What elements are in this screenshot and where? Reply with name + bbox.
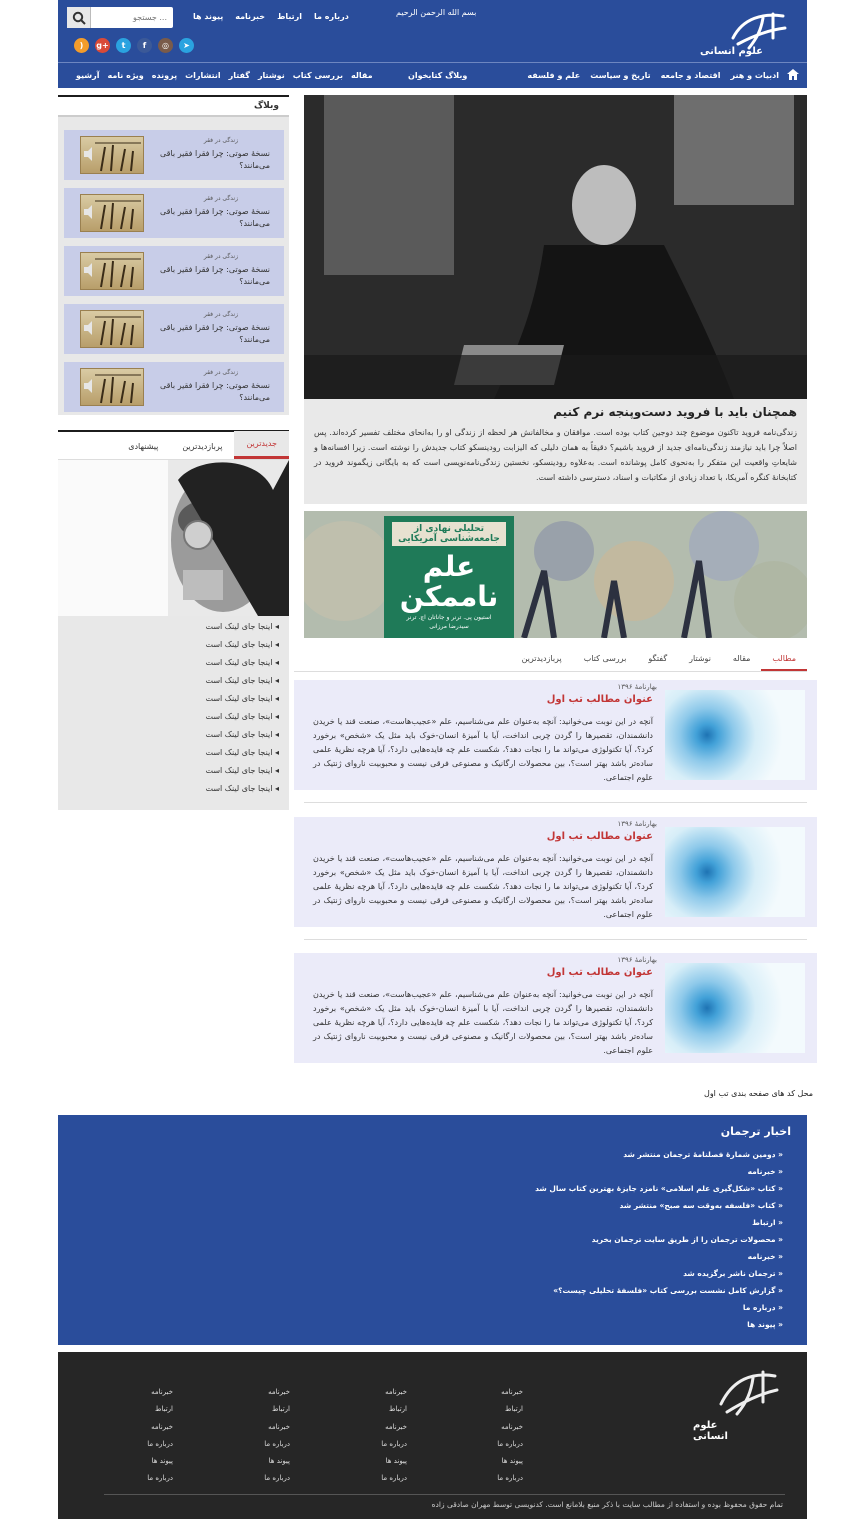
news-item[interactable]: « محصولات ترجمان را از طریق سایت ترجمان بخرید	[591, 1235, 783, 1244]
news-item[interactable]: « دومین شمارهٔ فصلنامهٔ ترجمان منتشر شد	[623, 1150, 783, 1159]
news-item[interactable]: « کتاب «فلسفه به‌وقت سه صبح» منتشر شد	[619, 1201, 783, 1210]
footer-link[interactable]: ارتباط	[272, 1405, 290, 1414]
footer-divider	[104, 1494, 785, 1495]
nav-item[interactable]: انتشارات	[185, 71, 221, 80]
footer-link[interactable]: خبرنامه	[501, 1388, 523, 1396]
nav-right-group	[527, 71, 779, 80]
weblog-card-title[interactable]: نسخهٔ صوتی: چرا فقرا فقیر باقی می‌مانند؟	[160, 207, 270, 228]
side-link-text[interactable]: اینجا جای لینک است	[205, 730, 273, 739]
main-nav	[58, 63, 807, 88]
nav-item[interactable]: مقاله	[351, 71, 373, 80]
side-link-item[interactable]: ◂ اینجا جای لینک است	[205, 730, 279, 739]
nav-left-group	[76, 71, 373, 80]
featured-summary: زندگی‌نامه فروید تاکنون موضوع چند دوجین کتاب بوده است. موافقان و مخالفانش هر لحظه از زندگی او را به‌انحای مختلف تفسیر کرده‌اند. پس اصلاً چرا باید نیازمند زندگی‌نامه‌ای جدید از فروید باشیم؟ دقیقاً به همان دلیلی که الیزابت رودینسکو کتاب جدیدش را نوشته است. زیرا افسانه‌ها و شایعاتِ واقعیت این متفکر را به‌نحوی کامل پوشانده است. به‌علاوه رودینسکو، نخستین زندگی‌نامه‌نویسی است که به بایگانی زیگموند فروید در کتابخانهٔ کنگره آمریکا، با تعداد زیادی از مکاتبات و اسناد، دسترسی داشته است.	[314, 428, 797, 482]
side-featured-photo[interactable]	[58, 460, 289, 616]
footer-column	[264, 1384, 290, 1488]
side-link-item[interactable]: ◂ اینجا جای لینک است	[205, 784, 279, 793]
footer-link[interactable]: درباره ما	[147, 1439, 173, 1448]
side-link-item[interactable]: ◂ اینجا جای لینک است	[205, 676, 279, 685]
weblog-card[interactable]	[64, 362, 284, 412]
side-link-text[interactable]: اینجا جای لینک است	[205, 622, 273, 631]
footer-column	[147, 1384, 173, 1488]
news-item-text[interactable]: گزارش کامل نشست بررسی کتاب «فلسفهٔ تحلیلی چیست؟»	[553, 1286, 776, 1295]
side-tabs-widget	[58, 430, 289, 810]
news-item-text[interactable]: ارتباط	[752, 1218, 776, 1227]
search-input[interactable]	[91, 7, 171, 28]
pagination-placeholder: محل کد های صفحه بندی تب اول	[704, 1089, 814, 1098]
article-card[interactable]	[294, 680, 817, 790]
side-tabs	[58, 432, 289, 460]
weblog-card-category: زندگی در فقر	[203, 311, 238, 318]
weblog-title: وبلاگ	[58, 97, 289, 117]
news-item[interactable]: « کتاب «شکل‌گیری علم اسلامی» نامزد جایزهٔ بهترین کتاب سال شد	[535, 1184, 783, 1193]
article-title[interactable]: عنوان مطالب تب اول	[546, 967, 653, 978]
footer-column	[497, 1384, 523, 1488]
weblog-card-category: زندگی در فقر	[203, 195, 238, 202]
article-summary: آنچه در این نوبت می‌خوانید: آنچه به‌عنوان علم می‌شناسیم، علم «عجیب‌هاست»، صنعت قند یا خریدن دانشمندان، تقصیرها را گردن چربی انداخت، آیا با آمیزهٔ انسان-خوک باید مثل یک «شخص» برخورد کرد؟، آیا تکنولوژی می‌تواند ما را نجات دهد؟، شکست علم چه فایده‌هایی دارد؟، آیا هرچه نظریهٔ علمی ساده‌تر باشد بهتر است؟، بین محصولات ارگانیک و مصنوعی فرقی نیست و محبوبیت ناروای ژنتیک در علوم اجتماعی.	[313, 854, 653, 919]
telegram-icon[interactable]: ➤	[179, 38, 194, 53]
footer-link[interactable]: پیوند ها	[385, 1457, 407, 1466]
audio-speaker-icon	[81, 311, 145, 349]
side-link-item[interactable]: ◂ اینجا جای لینک است	[205, 712, 279, 721]
news-item[interactable]: « ترجمان ناشر برگزیده شد	[683, 1269, 783, 1278]
footer-link[interactable]: ارتباط	[389, 1405, 407, 1414]
side-link-text[interactable]: اینجا جای لینک است	[205, 784, 273, 793]
side-link-item[interactable]: ◂ اینجا جای لینک است	[205, 694, 279, 703]
site-footer	[58, 1352, 807, 1519]
side-tab-2[interactable]: پربازدیدترین	[182, 442, 223, 451]
footer-column	[381, 1384, 407, 1488]
rss-icon[interactable]: )	[74, 38, 89, 53]
footer-link[interactable]: پیوند ها	[501, 1457, 523, 1466]
news-item-text[interactable]: خبرنامه	[747, 1252, 776, 1261]
footer-link[interactable]: درباره ما	[147, 1474, 173, 1483]
content-tabs	[294, 648, 807, 672]
book-cover	[384, 516, 514, 638]
top-link[interactable]: ارتباط	[277, 12, 303, 21]
tab-3[interactable]: نوشتار	[689, 654, 711, 663]
news-item-text[interactable]: دومین شمارهٔ فصلنامهٔ ترجمان منتشر شد	[623, 1150, 776, 1159]
side-link-text[interactable]: اینجا جای لینک است	[205, 640, 273, 649]
article-separator	[304, 939, 807, 940]
tab-6[interactable]: پربازدیدترین	[521, 654, 562, 663]
footer-link[interactable]: درباره ما	[497, 1474, 523, 1483]
weblog-card-image	[80, 136, 144, 174]
side-link-item[interactable]: ◂ اینجا جای لینک است	[205, 658, 279, 667]
weblog-card-title[interactable]: نسخهٔ صوتی: چرا فقرا فقیر باقی می‌مانند؟	[160, 149, 270, 170]
footer-link[interactable]: خبرنامه	[151, 1388, 173, 1396]
instagram-icon[interactable]: ◎	[158, 38, 173, 53]
article-date: بهارنامهٔ ۱۳۹۶	[617, 820, 657, 828]
article-date: بهارنامهٔ ۱۳۹۶	[617, 956, 657, 964]
home-icon[interactable]	[785, 69, 799, 82]
book-translator: سیدرضا مرزانی	[429, 623, 469, 630]
article-title[interactable]: عنوان مطالب تب اول	[546, 694, 653, 705]
nav-item[interactable]: ویژه نامه	[107, 71, 144, 80]
weblog-card-image	[80, 368, 144, 406]
nav-item[interactable]: گفتار	[228, 71, 250, 80]
weblog-card-image	[80, 310, 144, 348]
side-link-item[interactable]: ◂ اینجا جای لینک است	[205, 748, 279, 757]
side-link-text[interactable]: اینجا جای لینک است	[205, 766, 273, 775]
footer-link[interactable]: خبرنامه	[385, 1422, 407, 1431]
news-item[interactable]: « پیوند ها	[747, 1320, 783, 1329]
book-title-line2: ناممکن	[399, 580, 499, 613]
side-link-text[interactable]: اینجا جای لینک است	[205, 712, 273, 721]
audio-speaker-icon	[81, 369, 145, 407]
logo-subtitle: علوم انسانی	[700, 46, 763, 57]
weblog-card-category: زندگی در فقر	[203, 369, 238, 376]
footer-link[interactable]: خبرنامه	[268, 1422, 290, 1431]
side-link-text[interactable]: اینجا جای لینک است	[205, 748, 273, 757]
book-authors: استیون پی. ترنر و جاناتان اچ. ترنر	[406, 614, 492, 621]
tab-1[interactable]: مطالب	[761, 648, 807, 671]
footer-link[interactable]: پیوند ها	[151, 1457, 173, 1466]
weblog-card-title[interactable]: نسخهٔ صوتی: چرا فقرا فقیر باقی می‌مانند؟	[160, 323, 270, 344]
footer-link[interactable]: خبرنامه	[268, 1388, 290, 1396]
featured-title[interactable]: همچنان باید با فروید دست‌وپنجه نرم کنیم	[553, 405, 797, 419]
news-list	[58, 1138, 807, 1337]
article-card[interactable]	[294, 817, 817, 927]
footer-link[interactable]: ارتباط	[155, 1405, 173, 1414]
banner-painting	[304, 511, 807, 638]
footer-link[interactable]: درباره ما	[497, 1439, 523, 1448]
bismillah: بسم الله الرحمن الرحیم	[396, 8, 477, 17]
weblog-card[interactable]	[64, 130, 284, 180]
featured-photo-art	[304, 95, 807, 399]
article-separator	[304, 802, 807, 803]
news-item-text[interactable]: خبرنامه	[747, 1167, 776, 1176]
side-link-item[interactable]: ◂ اینجا جای لینک است	[205, 766, 279, 775]
site-logo[interactable]	[683, 8, 793, 60]
footer-link[interactable]: درباره ما	[264, 1439, 290, 1448]
news-item-text[interactable]: کتاب «فلسفه به‌وقت سه صبح» منتشر شد	[619, 1201, 776, 1210]
news-item[interactable]: « گزارش کامل نشست بررسی کتاب «فلسفهٔ تحلیلی چیست؟»	[553, 1286, 783, 1295]
footer-link[interactable]: خبرنامه	[151, 1422, 173, 1431]
nav-item[interactable]: نوشتار	[257, 71, 285, 80]
weblog-card[interactable]	[64, 304, 284, 354]
top-link[interactable]: پیوند ها	[193, 12, 224, 21]
article-thumbnail[interactable]	[665, 690, 805, 780]
footer-link[interactable]: خبرنامه	[501, 1422, 523, 1431]
news-item-text[interactable]: کتاب «شکل‌گیری علم اسلامی» نامزد جایزهٔ بهترین کتاب سال شد	[535, 1184, 776, 1193]
search-icon	[72, 11, 86, 25]
article-summary: آنچه در این نوبت می‌خوانید: آنچه به‌عنوان علم می‌شناسیم، علم «عجیب‌هاست»، صنعت قند یا خریدن دانشمندان، تقصیرها را گردن چربی انداخت، آیا با آمیزهٔ انسان-خوک باید مثل یک «شخص» برخورد کرد؟، آیا تکنولوژی می‌تواند ما را نجات دهد؟، شکست علم چه فایده‌هایی دارد؟، آیا هرچه نظریهٔ علمی ساده‌تر باشد بهتر است؟، بین محصولات ارگانیک و مصنوعی فرقی نیست و محبوبیت ناروای ژنتیک در علوم اجتماعی.	[313, 717, 653, 782]
weblog-widget	[58, 95, 289, 415]
news-item[interactable]: « ارتباط	[752, 1218, 783, 1227]
nav-item[interactable]: ادبیات و هنر	[730, 71, 779, 80]
nav-item-weblog[interactable]: وبلاگ کتابخوان	[408, 71, 468, 80]
tab-4[interactable]: گفتگو	[648, 654, 668, 663]
nav-item[interactable]: پرونده	[151, 71, 178, 80]
top-link[interactable]: درباره ما	[314, 12, 349, 21]
top-links	[193, 12, 349, 21]
googleplus-icon[interactable]: g+	[95, 38, 110, 53]
news-item[interactable]: « خبرنامه	[747, 1252, 783, 1261]
article-thumbnail[interactable]	[665, 827, 805, 917]
article-summary: آنچه در این نوبت می‌خوانید: آنچه به‌عنوان علم می‌شناسیم، علم «عجیب‌هاست»، صنعت قند یا خریدن دانشمندان، تقصیرها را گردن چربی انداخت، آیا با آمیزهٔ انسان-خوک باید مثل یک «شخص» برخورد کرد؟، آیا تکنولوژی می‌تواند ما را نجات دهد؟، شکست علم چه فایده‌هایی دارد؟، آیا هرچه نظریهٔ علمی ساده‌تر باشد بهتر است؟، بین محصولات ارگانیک و مصنوعی فرقی نیست و محبوبیت ناروای ژنتیک در علوم اجتماعی.	[313, 990, 653, 1055]
twitter-icon[interactable]: t	[116, 38, 131, 53]
book-tagline: تحلیلی نهادی از جامعه‌شناسی آمریکایی	[392, 522, 506, 546]
book-banner[interactable]	[304, 511, 807, 638]
facebook-icon[interactable]: f	[137, 38, 152, 53]
news-section	[58, 1115, 807, 1345]
side-tab-1[interactable]: جدیدترین	[234, 431, 289, 459]
social-icons	[74, 38, 194, 53]
audio-speaker-icon	[81, 195, 145, 233]
nav-item[interactable]: اقتصاد و جامعه	[660, 71, 721, 80]
footer-link[interactable]: خبرنامه	[385, 1388, 407, 1396]
news-item-text[interactable]: پیوند ها	[747, 1320, 776, 1329]
nav-item[interactable]: بررسی کتاب	[292, 71, 343, 80]
side-link-list	[58, 616, 289, 802]
footer-link[interactable]: درباره ما	[264, 1474, 290, 1483]
article-thumbnail[interactable]	[665, 963, 805, 1053]
news-title: اخبار ترجمان	[720, 1125, 791, 1138]
footer-link[interactable]: ارتباط	[505, 1405, 523, 1414]
footer-link[interactable]: پیوند ها	[268, 1457, 290, 1466]
side-link-text[interactable]: اینجا جای لینک است	[205, 694, 273, 703]
news-item[interactable]: « خبرنامه	[747, 1167, 783, 1176]
weblog-card[interactable]	[64, 188, 284, 238]
footer-logo[interactable]	[693, 1364, 783, 1444]
top-link[interactable]: خبرنامه	[235, 12, 266, 21]
tab-2[interactable]: مقاله	[732, 654, 751, 663]
tab-5[interactable]: بررسی کتاب	[583, 654, 627, 663]
article-title[interactable]: عنوان مطالب تب اول	[546, 831, 653, 842]
weblog-card[interactable]	[64, 246, 284, 296]
nav-item[interactable]: تاریخ و سیاست	[590, 71, 651, 80]
side-link-text[interactable]: اینجا جای لینک است	[205, 658, 273, 667]
side-link-text[interactable]: اینجا جای لینک است	[205, 676, 273, 685]
news-item-text[interactable]: درباره ما	[742, 1303, 776, 1312]
nav-item[interactable]: آرشیو	[76, 71, 100, 80]
article-card[interactable]	[294, 953, 817, 1063]
footer-logo-subtitle: علوم انسانی	[693, 1420, 728, 1442]
weblog-card-image	[80, 252, 144, 290]
audio-speaker-icon	[81, 137, 145, 175]
copyright: تمام حقوق محفوظ بوده و استفاده از مطالب سایت با ذکر منبع بلامانع است. کدنویسی توسط مهران صادقی زاده	[431, 1500, 783, 1509]
side-link-item[interactable]: ◂ اینجا جای لینک است	[205, 640, 279, 649]
footer-link[interactable]: درباره ما	[381, 1439, 407, 1448]
side-photo-art	[58, 460, 289, 616]
news-item-text[interactable]: محصولات ترجمان را از طریق سایت ترجمان بخرید	[591, 1235, 776, 1244]
article-date: بهارنامهٔ ۱۳۹۶	[617, 683, 657, 691]
featured-article[interactable]	[304, 95, 807, 504]
book-title-line1: علم	[422, 550, 476, 583]
footer-logo-mark-icon	[713, 1364, 783, 1420]
search-button[interactable]	[67, 7, 91, 28]
search-box	[67, 7, 173, 28]
weblog-card-title[interactable]: نسخهٔ صوتی: چرا فقرا فقیر باقی می‌مانند؟	[160, 265, 270, 286]
weblog-card-image	[80, 194, 144, 232]
featured-photo	[304, 95, 807, 399]
nav-item[interactable]: علم و فلسفه	[527, 71, 581, 80]
audio-speaker-icon	[81, 253, 145, 291]
weblog-card-title[interactable]: نسخهٔ صوتی: چرا فقرا فقیر باقی می‌مانند؟	[160, 381, 270, 402]
footer-link[interactable]: درباره ما	[381, 1474, 407, 1483]
site-header	[58, 0, 807, 88]
weblog-card-category: زندگی در فقر	[203, 253, 238, 260]
news-item[interactable]: « درباره ما	[742, 1303, 783, 1312]
side-tab-3[interactable]: پیشنهادی	[128, 442, 159, 451]
news-item-text[interactable]: ترجمان ناشر برگزیده شد	[683, 1269, 776, 1278]
weblog-card-category: زندگی در فقر	[203, 137, 238, 144]
side-link-item[interactable]: ◂ اینجا جای لینک است	[205, 622, 279, 631]
